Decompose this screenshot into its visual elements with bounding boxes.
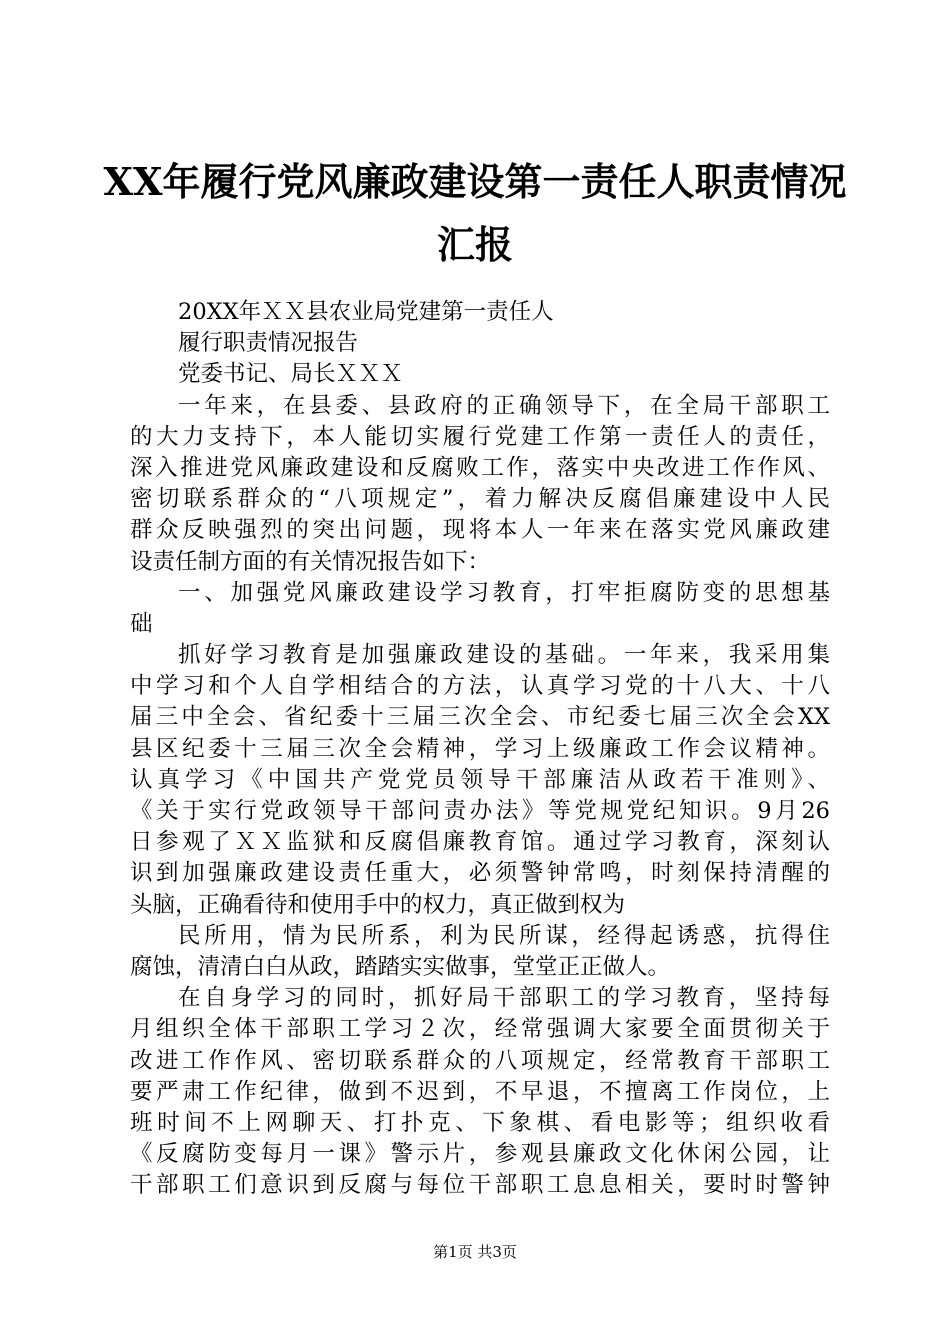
body-line: 抓好学习教育是加强廉政建设的基础。一年来，我采用集 — [178, 642, 830, 669]
body-line: 班时间不上网聊天、打扑克、下象棋、看电影等；组织收看 — [130, 1109, 830, 1136]
body-line: 识到加强廉政建设责任重大，必须警钟常鸣，时刻保持清醒的 — [130, 860, 830, 887]
body-line: 密切联系群众的“八项规定”，着力解决反腐倡廉建设中人民 — [130, 486, 830, 513]
body-line: 履行职责情况报告 — [178, 330, 359, 357]
page-footer: 第1页 共3页 — [433, 1243, 517, 1261]
body-line: 群众反映强烈的突出问题，现将本人一年来在落实党风廉政建 — [130, 517, 830, 544]
body-line: 日参观了ＸＸ监狱和反腐倡廉教育馆。通过学习教育，深刻认 — [130, 829, 830, 856]
body-line: 础 — [130, 610, 153, 637]
document-title-line-2: 汇报 — [436, 222, 513, 267]
body-line: 中学习和个人自学相结合的方法，认真学习党的十八大、十八 — [130, 673, 830, 700]
body-line: 在自身学习的同时，抓好局干部职工的学习教育，坚持每 — [178, 985, 830, 1012]
body-line: 认真学习《中国共产党党员领导干部廉洁从政若干准则》、 — [130, 766, 830, 793]
body-line: 20XX年ＸＸ县农业局党建第一责任人 — [178, 299, 554, 325]
body-line: 腐蚀，清清白白从政，踏踏实实做事，堂堂正正做人。 — [130, 953, 671, 980]
body-line: 头脑，正确看待和使用手中的权力，真正做到权为 — [130, 891, 626, 918]
body-line: 《关于实行党政领导干部问责办法》等党规党纪知识。9月26 — [130, 798, 830, 824]
body-line: 县区纪委十三届三次全会精神，学习上级廉政工作会议精神。 — [130, 735, 830, 762]
body-line: 要严肃工作纪律，做到不迟到，不早退，不擅离工作岗位，上 — [130, 1078, 830, 1105]
body-line: 一年来，在县委、县政府的正确领导下，在全局干部职工 — [178, 392, 830, 419]
body-line: 一、加强党风廉政建设学习教育，打牢拒腐防变的思想基 — [178, 579, 830, 606]
body-line: 《反腐防变每月一课》警示片，参观县廉政文化休闲公园，让 — [130, 1141, 830, 1168]
body-line: 改进工作作风、密切联系群众的八项规定，经常教育干部职工 — [130, 1047, 830, 1074]
body-line: 月组织全体干部职工学习２次，经常强调大家要全面贯彻关于 — [130, 1016, 830, 1043]
body-line: 干部职工们意识到反腐与每位干部职工息息相关，要时时警钟 — [130, 1172, 830, 1199]
document-title-line-1: XX年履行党风廉政建设第一责任人职责情况 — [103, 159, 847, 204]
body-line: 设责任制方面的有关情况报告如下： — [130, 548, 491, 575]
document-body — [130, 297, 830, 1201]
body-line: 民所用，情为民所系，利为民所谋，经得起诱惑，抗得住 — [178, 922, 830, 949]
body-line: 届三中全会、省纪委十三届三次全会、市纪委七届三次全会XX — [130, 704, 830, 731]
body-line: 党委书记、局长ＸＸＸ — [178, 361, 404, 388]
body-line: 深入推进党风廉政建设和反腐败工作，落实中央改进工作作风、 — [130, 454, 830, 481]
body-line: 的大力支持下，本人能切实履行党建工作第一责任人的责任， — [130, 423, 830, 450]
